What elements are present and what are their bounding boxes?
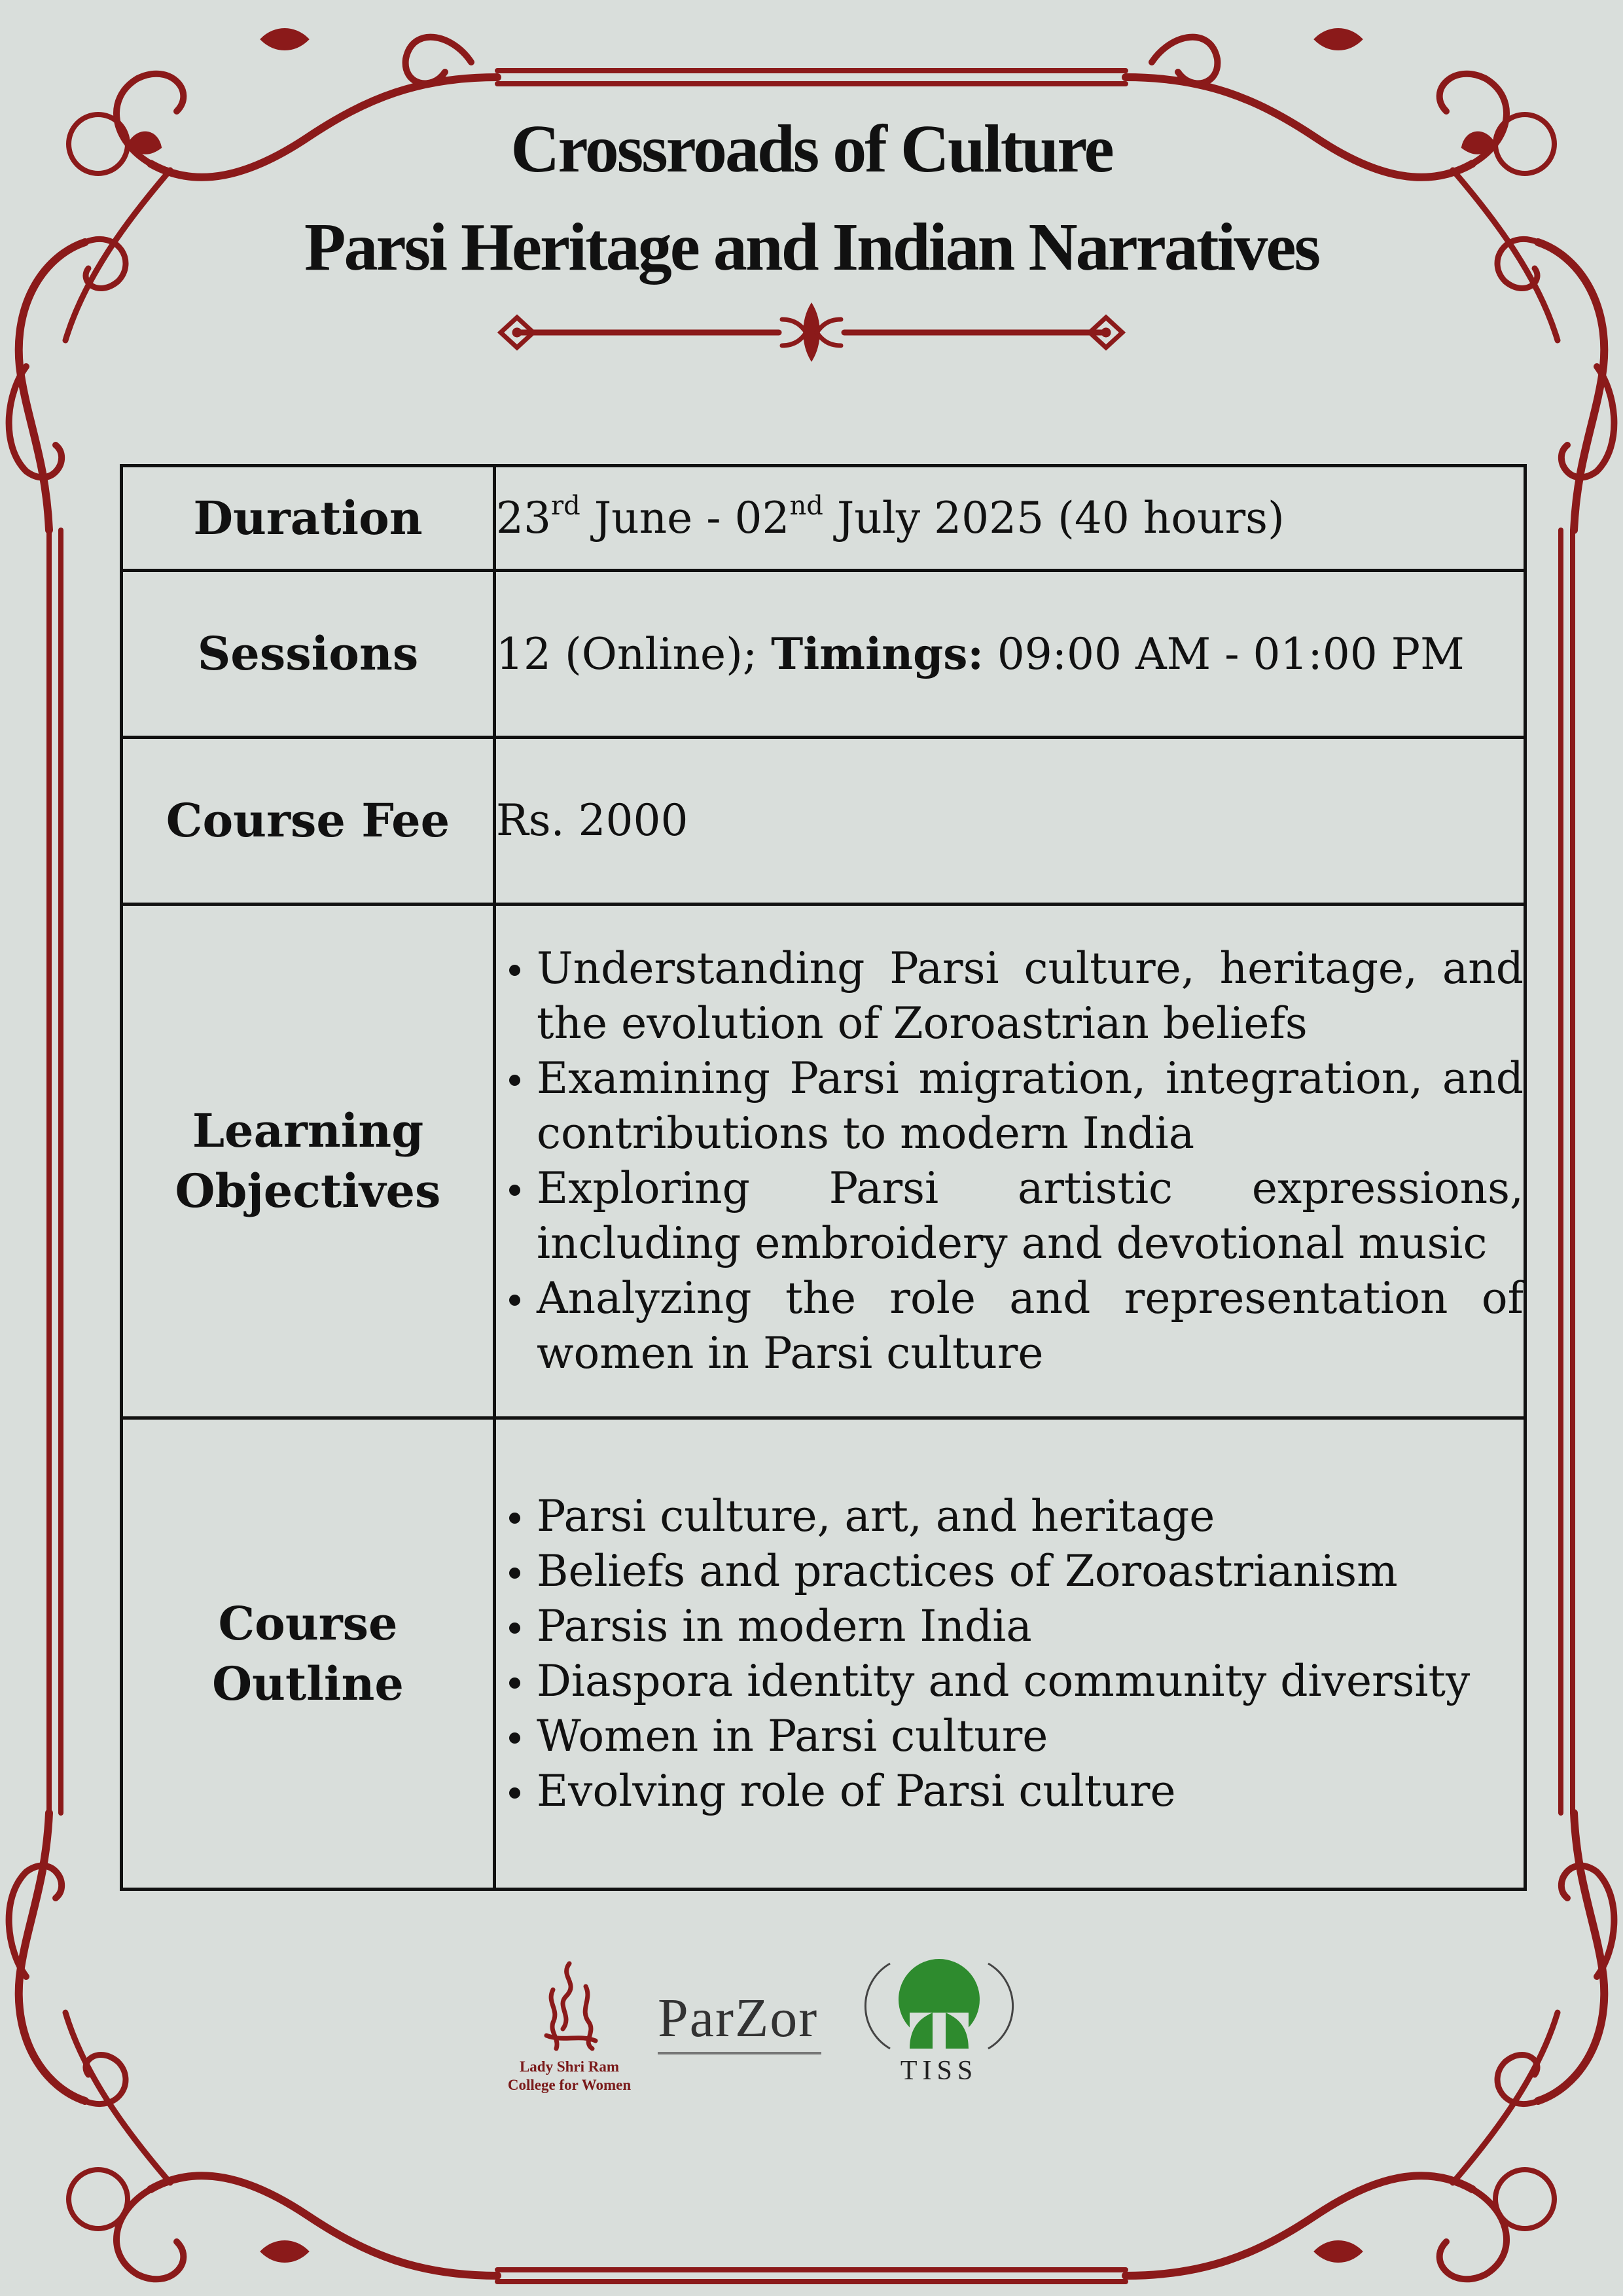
parzor-underline-icon xyxy=(658,2047,828,2060)
duration-end-suffix: nd xyxy=(789,490,823,521)
list-item: Beliefs and practices of Zoroastrianism xyxy=(537,1544,1524,1599)
course-info-table xyxy=(120,464,1527,1891)
parzor-logo xyxy=(658,1986,834,2058)
list-item: Diaspora identity and community diversity xyxy=(537,1654,1524,1709)
outline-list xyxy=(496,1489,1524,1819)
list-item: Examining Parsi migration, integration, and contributions to modern India xyxy=(537,1051,1524,1161)
timings-label: Timings: xyxy=(771,628,984,679)
lsr-name-line-2: College for Women xyxy=(507,2077,632,2093)
lsr-name-line-1: Lady Shri Ram xyxy=(519,2058,620,2075)
outline-label xyxy=(122,1418,495,1890)
table-row-objectives xyxy=(122,905,1525,1418)
list-item: Exploring Parsi artistic expressions, including embroidery and devotional music xyxy=(537,1161,1524,1271)
sessions-label: Sessions xyxy=(122,571,495,738)
duration-end-rest: July 2025 (40 hours) xyxy=(823,492,1285,543)
duration-label: Duration xyxy=(122,466,495,571)
list-item: Women in Parsi culture xyxy=(537,1709,1524,1764)
tiss-tree-icon xyxy=(864,1950,1014,2055)
fee-value: Rs. 2000 xyxy=(495,738,1525,905)
sessions-value xyxy=(495,571,1525,738)
duration-start-day: 23 xyxy=(496,492,551,543)
tiss-wordmark: TISS xyxy=(900,2056,978,2086)
title-line-2: Parsi Heritage and Indian Narratives xyxy=(304,209,1319,285)
objectives-label-line-2: Objectives xyxy=(175,1164,441,1218)
table-row-outline xyxy=(122,1418,1525,1890)
duration-start-rest: June - 02 xyxy=(580,492,790,543)
lsr-logo xyxy=(497,1957,641,2094)
outline-value xyxy=(495,1418,1525,1890)
logos-row xyxy=(0,1950,1623,2108)
outline-label-line-1: Course xyxy=(218,1596,398,1651)
tiss-logo xyxy=(864,1950,1014,2101)
objectives-value xyxy=(495,905,1525,1418)
objectives-list xyxy=(496,941,1524,1381)
timings-value: 09:00 AM - 01:00 PM xyxy=(983,628,1465,679)
table-row-sessions xyxy=(122,571,1525,738)
fee-label: Course Fee xyxy=(122,738,495,905)
objectives-label xyxy=(122,905,495,1418)
list-item: Parsi culture, art, and heritage xyxy=(537,1489,1524,1544)
objectives-label-line-1: Learning xyxy=(192,1103,424,1158)
parzor-wordmark: ParZor xyxy=(658,1988,819,2049)
list-item: Evolving role of Parsi culture xyxy=(537,1764,1524,1819)
lsr-emblem-icon xyxy=(533,1957,605,2055)
list-item: Analyzing the role and representation of women in Parsi culture xyxy=(537,1271,1524,1381)
title-line-1: Crossroads of Culture xyxy=(510,111,1113,187)
list-item: Parsis in modern India xyxy=(537,1599,1524,1654)
outline-label-line-2: Outline xyxy=(212,1656,404,1711)
duration-value xyxy=(495,466,1525,571)
duration-start-suffix: rd xyxy=(550,490,580,521)
list-item: Understanding Parsi culture, heritage, and the evolution of Zoroastrian beliefs xyxy=(537,941,1524,1051)
sessions-count: 12 (Online); xyxy=(496,628,772,679)
table-row-duration xyxy=(122,466,1525,571)
table-row-fee xyxy=(122,738,1525,905)
